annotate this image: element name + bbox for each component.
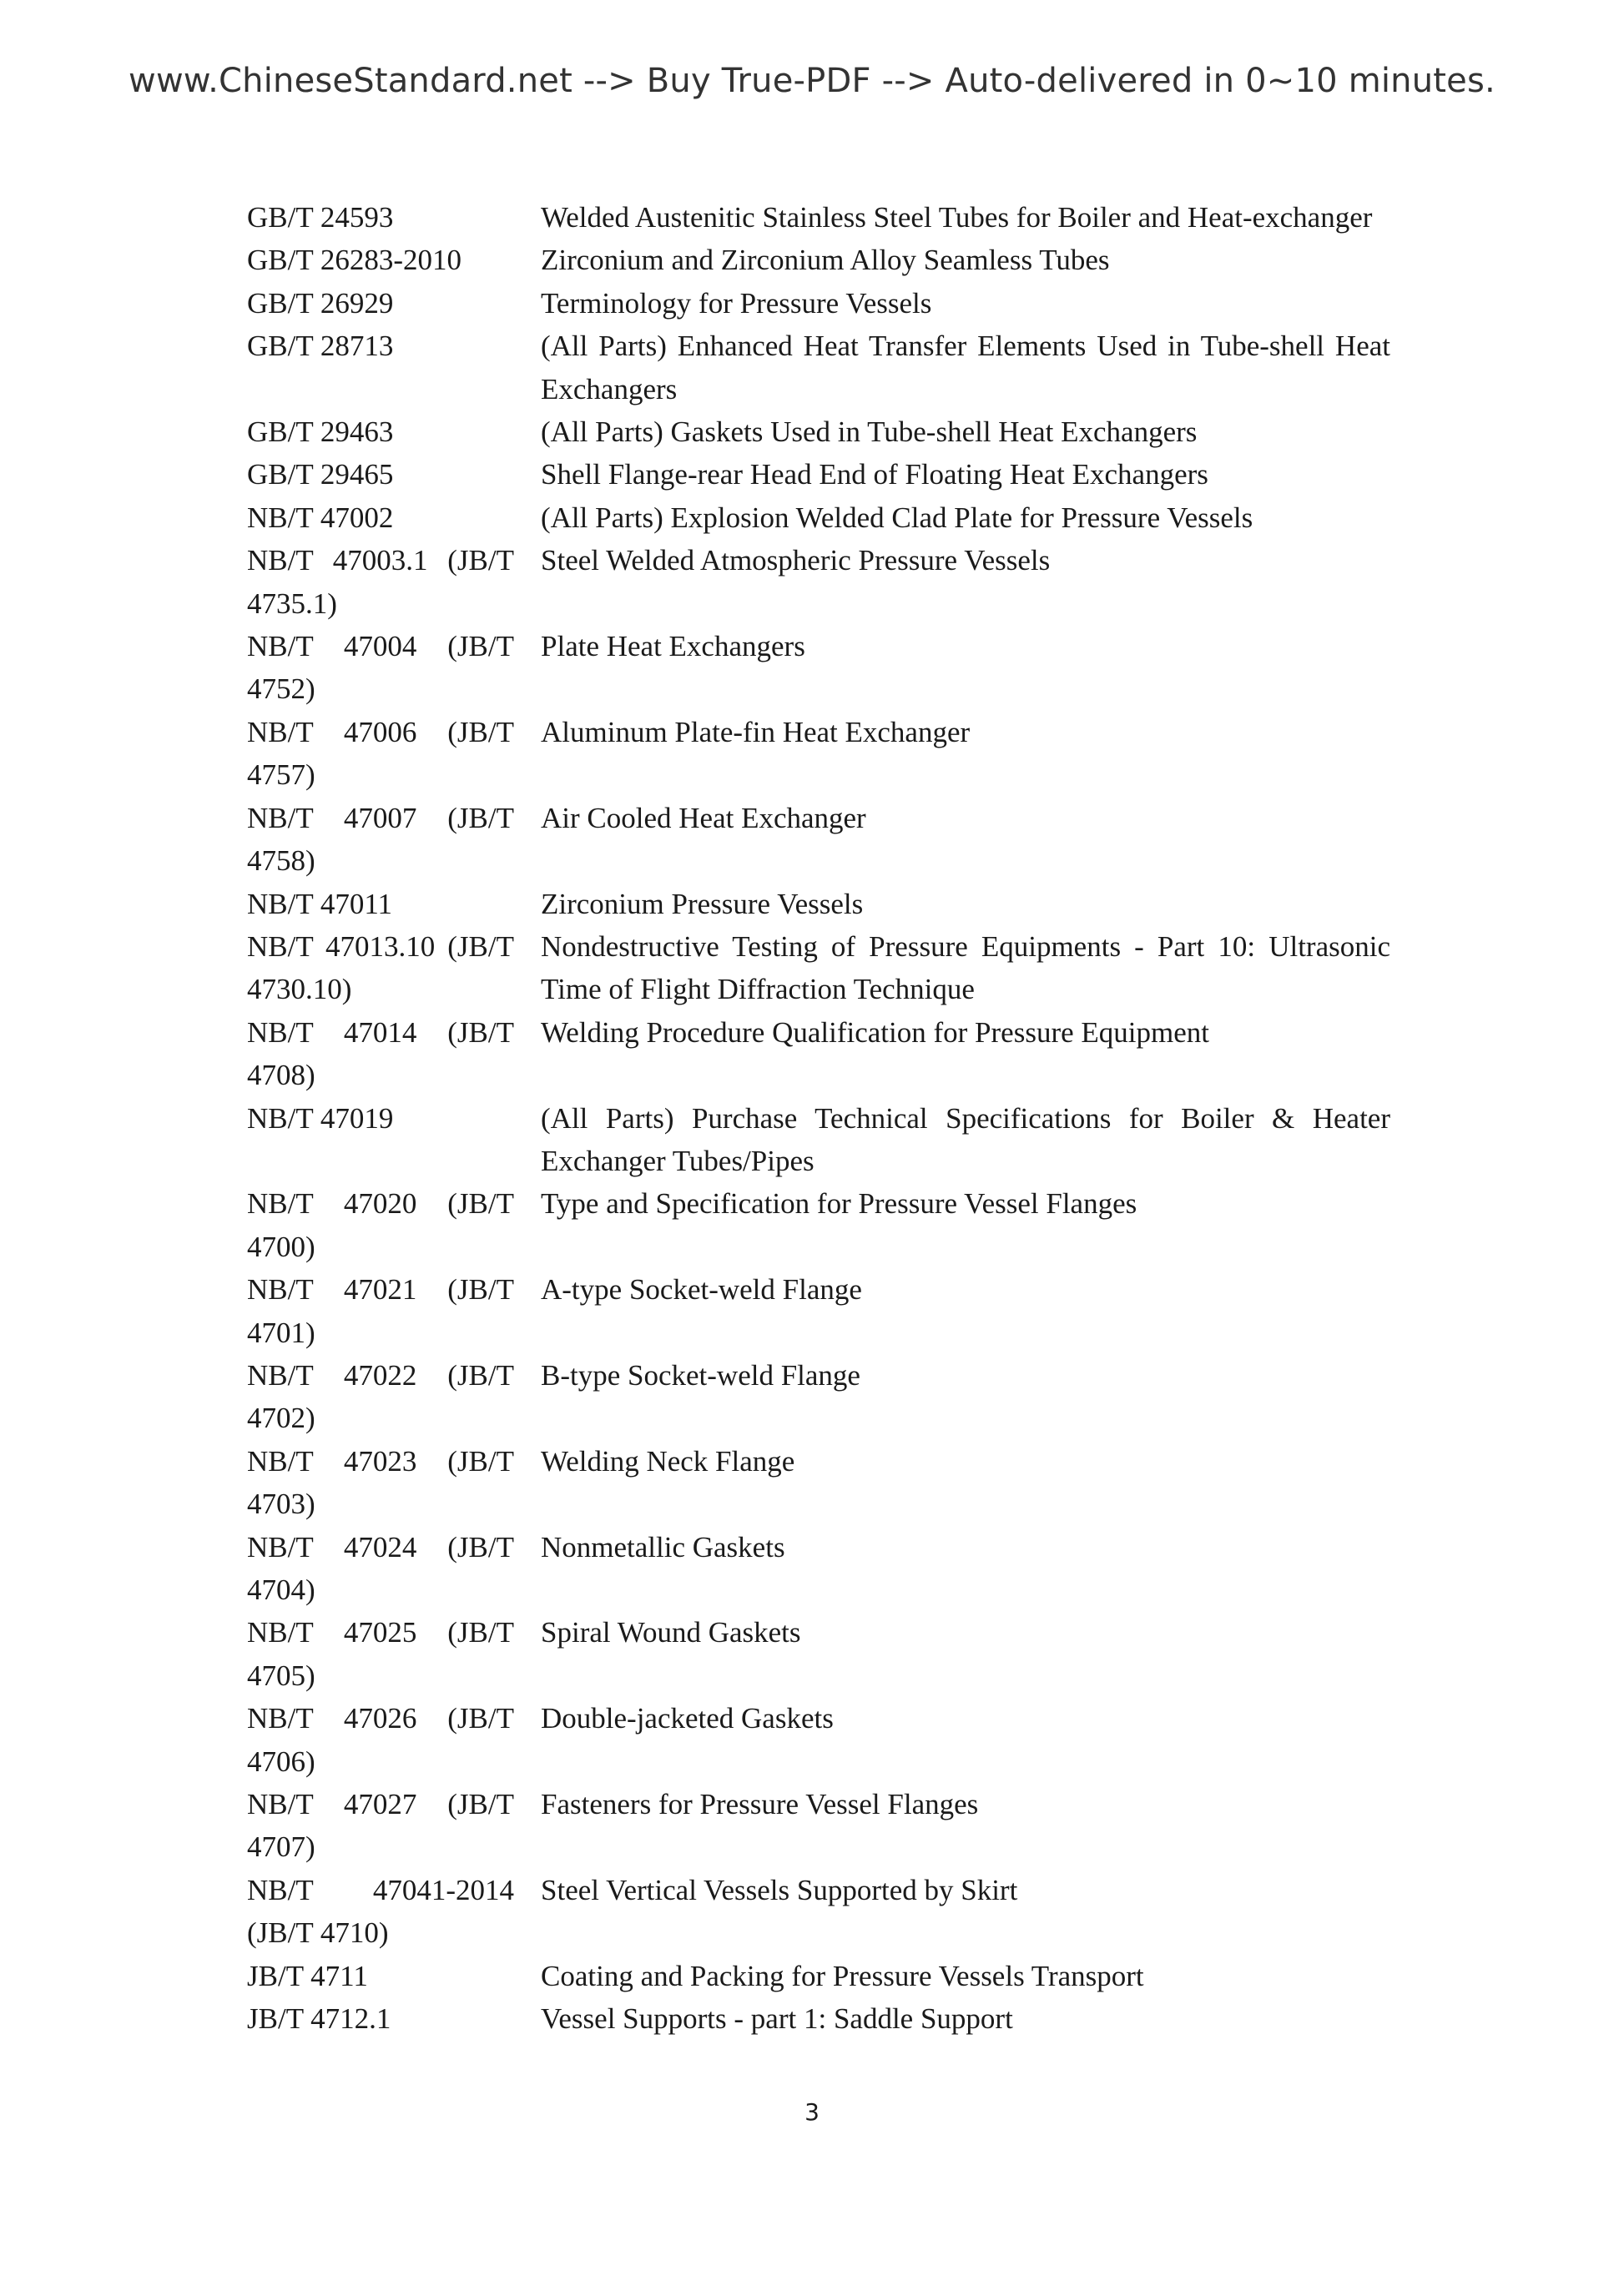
reference-code: GB/T 29465 — [247, 458, 394, 491]
reference-row — [247, 1182, 1390, 1268]
reference-row — [247, 1011, 1390, 1097]
reference-title: (All Parts) Purchase Technical Specifications for Boiler & Heater Exchanger Tubes/Pipes — [541, 1101, 1390, 1177]
reference-title: Type and Specification for Pressure Vessel Flanges — [541, 1187, 1137, 1221]
reference-title: Nondestructive Testing of Pressure Equipments - Part 10: Ultrasonic Time of Flight Diffraction Technique — [541, 929, 1390, 1006]
reference-row — [247, 453, 1390, 496]
reference-code: NB/T 47024 (JB/T 4704) — [247, 1530, 514, 1606]
reference-title: Steel Welded Atmospheric Pressure Vessels — [541, 544, 1051, 577]
reference-title: Welding Procedure Qualification for Pressure Equipment — [541, 1015, 1209, 1049]
reference-code: GB/T 29463 — [247, 415, 394, 449]
reference-code: NB/T 47004 (JB/T 4752) — [247, 630, 514, 706]
reference-row — [247, 625, 1390, 711]
reference-row — [247, 1354, 1390, 1440]
reference-title: Aluminum Plate-fin Heat Exchanger — [541, 715, 971, 748]
reference-code: NB/T 47023 (JB/T 4703) — [247, 1444, 514, 1521]
reference-row — [247, 1997, 1390, 2040]
reference-code: JB/T 4712.1 — [247, 2002, 391, 2036]
reference-code: NB/T 47041-2014 (JB/T 4710) — [247, 1873, 514, 1950]
reference-title: Vessel Supports - part 1: Saddle Support — [541, 2002, 1013, 2036]
reference-code: NB/T 47002 — [247, 501, 394, 534]
reference-row — [247, 797, 1390, 883]
reference-title: Nonmetallic Gaskets — [541, 1530, 785, 1563]
reference-code: GB/T 24593 — [247, 201, 394, 234]
header-banner: www.ChineseStandard.net --> Buy True-PDF --> Auto-delivered in 0~10 minutes. — [129, 62, 1495, 100]
reference-code: NB/T 47021 (JB/T 4701) — [247, 1273, 514, 1349]
reference-code: NB/T 47011 — [247, 887, 393, 920]
reference-row — [247, 1268, 1390, 1354]
reference-row — [247, 1440, 1390, 1526]
reference-row — [247, 1783, 1390, 1869]
reference-code: NB/T 47025 (JB/T 4705) — [247, 1616, 514, 1692]
reference-row — [247, 1611, 1390, 1697]
reference-code: NB/T 47003.1 (JB/T 4735.1) — [247, 544, 514, 620]
reference-row — [247, 496, 1390, 539]
reference-title: Plate Heat Exchangers — [541, 630, 805, 663]
reference-row — [247, 410, 1390, 453]
reference-title: Zirconium and Zirconium Alloy Seamless Tubes — [541, 244, 1110, 277]
reference-code: NB/T 47022 (JB/T 4702) — [247, 1358, 514, 1435]
reference-title: (All Parts) Gaskets Used in Tube-shell Heat Exchangers — [541, 415, 1198, 449]
reference-title: Fasteners for Pressure Vessel Flanges — [541, 1788, 979, 1821]
reference-list — [247, 196, 1390, 2040]
reference-code: NB/T 47027 (JB/T 4707) — [247, 1788, 514, 1864]
reference-title: Coating and Packing for Pressure Vessels Transport — [541, 1959, 1144, 1992]
reference-row — [247, 1955, 1390, 1997]
reference-title: Terminology for Pressure Vessels — [541, 286, 932, 320]
reference-title: Double-jacketed Gaskets — [541, 1702, 834, 1735]
reference-code: NB/T 47026 (JB/T 4706) — [247, 1702, 514, 1778]
reference-title: Spiral Wound Gaskets — [541, 1616, 801, 1649]
reference-code: NB/T 47013.10 (JB/T 4730.10) — [247, 929, 514, 1006]
reference-row — [247, 1869, 1390, 1955]
reference-row — [247, 539, 1390, 625]
reference-code: JB/T 4711 — [247, 1959, 368, 1992]
page-number: 3 — [804, 2098, 820, 2126]
reference-title: B-type Socket-weld Flange — [541, 1358, 860, 1392]
reference-title: Air Cooled Heat Exchanger — [541, 801, 866, 834]
reference-row — [247, 196, 1390, 239]
reference-row — [247, 1697, 1390, 1783]
reference-title: Welded Austenitic Stainless Steel Tubes for Boiler and Heat-exchanger — [541, 201, 1373, 234]
reference-row — [247, 325, 1390, 410]
reference-title: (All Parts) Enhanced Heat Transfer Elements Used in Tube-shell Heat Exchangers — [541, 330, 1390, 405]
reference-code: GB/T 28713 — [247, 330, 394, 363]
reference-code: GB/T 26929 — [247, 286, 394, 320]
reference-row — [247, 925, 1390, 1011]
reference-title: Shell Flange-rear Head End of Floating Heat Exchangers — [541, 458, 1208, 491]
reference-title: Zirconium Pressure Vessels — [541, 887, 864, 920]
reference-code: NB/T 47020 (JB/T 4700) — [247, 1187, 514, 1263]
reference-title: (All Parts) Explosion Welded Clad Plate for Pressure Vessels — [541, 501, 1253, 534]
reference-code: NB/T 47019 — [247, 1101, 394, 1135]
reference-row — [247, 1097, 1390, 1183]
reference-code: NB/T 47014 (JB/T 4708) — [247, 1015, 514, 1092]
reference-row — [247, 1526, 1390, 1612]
reference-row — [247, 711, 1390, 797]
reference-code: GB/T 26283-2010 — [247, 244, 461, 277]
reference-title: Steel Vertical Vessels Supported by Skirt — [541, 1873, 1018, 1906]
reference-row — [247, 883, 1390, 925]
reference-code: NB/T 47007 (JB/T 4758) — [247, 801, 514, 878]
reference-title: A-type Socket-weld Flange — [541, 1273, 862, 1307]
reference-title: Welding Neck Flange — [541, 1444, 795, 1478]
reference-code: NB/T 47006 (JB/T 4757) — [247, 715, 514, 792]
reference-row — [247, 239, 1390, 281]
reference-row — [247, 282, 1390, 325]
